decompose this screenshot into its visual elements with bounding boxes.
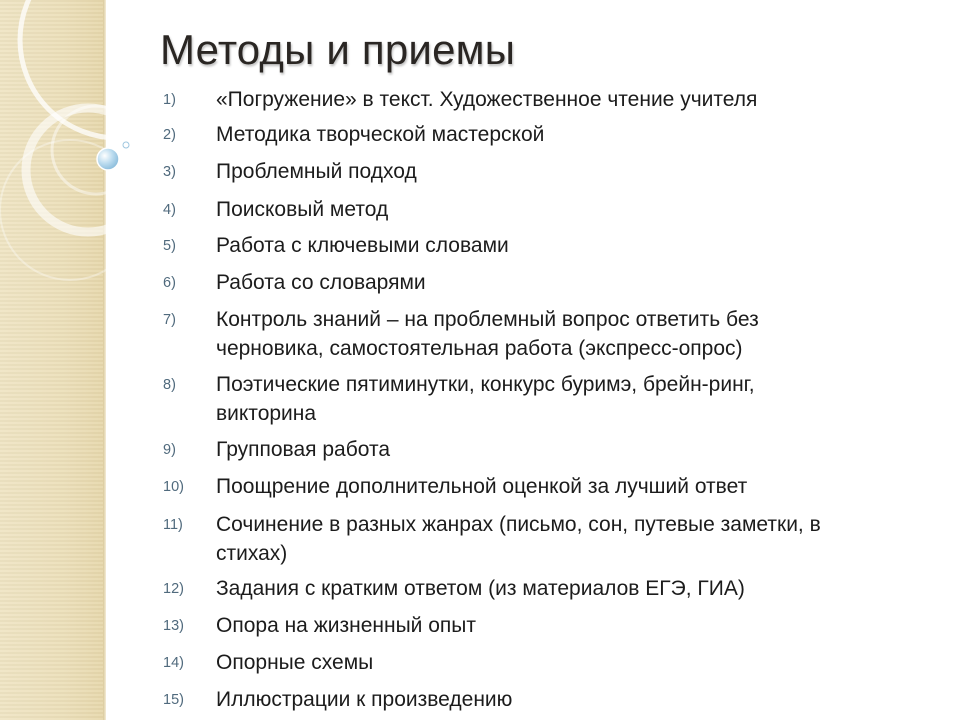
item-text: Поэтические пятиминутки, конкурс буримэ, брейн-ринг,: [216, 373, 755, 396]
item-number: 4): [163, 202, 176, 218]
item-number: 12): [163, 581, 184, 597]
item-text: Иллюстрации к произведению: [216, 688, 513, 711]
item-text: Поощрение дополнительной оценкой за лучший ответ: [216, 475, 748, 498]
item-text: «Погружение» в текст. Художественное чтение учителя: [216, 88, 758, 111]
item-number: 3): [163, 164, 176, 180]
item-number: 8): [163, 377, 176, 393]
item-text: Опорные схемы: [216, 651, 374, 674]
item-number: 6): [163, 275, 176, 291]
item-text: Работа с ключевыми словами: [216, 234, 509, 257]
item-text: Контроль знаний – на проблемный вопрос ответить без: [216, 308, 759, 331]
item-text-continuation: стихах): [216, 542, 288, 565]
item-number: 1): [163, 92, 176, 108]
slide-title: Методы и приемы: [160, 26, 516, 73]
item-text: Групповая работа: [216, 438, 391, 461]
item-text: Сочинение в разных жанрах (письмо, сон, путевые заметки, в: [216, 513, 821, 536]
item-number: 13): [163, 618, 184, 634]
item-text: Задания с кратким ответом (из материалов ЕГЭ, ГИА): [216, 577, 745, 600]
item-number: 10): [163, 479, 184, 495]
item-number: 14): [163, 655, 184, 671]
item-text-continuation: викторина: [216, 402, 317, 425]
item-text: Работа со словарями: [216, 271, 426, 294]
item-number: 5): [163, 238, 176, 254]
item-text: Методика творческой мастерской: [216, 123, 545, 146]
item-text: Поисковый метод: [216, 198, 389, 221]
item-text: Проблемный подход: [216, 160, 417, 183]
item-number: 9): [163, 442, 176, 458]
item-number: 2): [163, 127, 176, 143]
item-text: Опора на жизненный опыт: [216, 614, 476, 637]
item-number: 15): [163, 692, 184, 708]
item-text-continuation: черновика, самостоятельная работа (экспресс-опрос): [216, 337, 743, 360]
item-number: 11): [163, 517, 183, 533]
item-number: 7): [163, 312, 176, 328]
